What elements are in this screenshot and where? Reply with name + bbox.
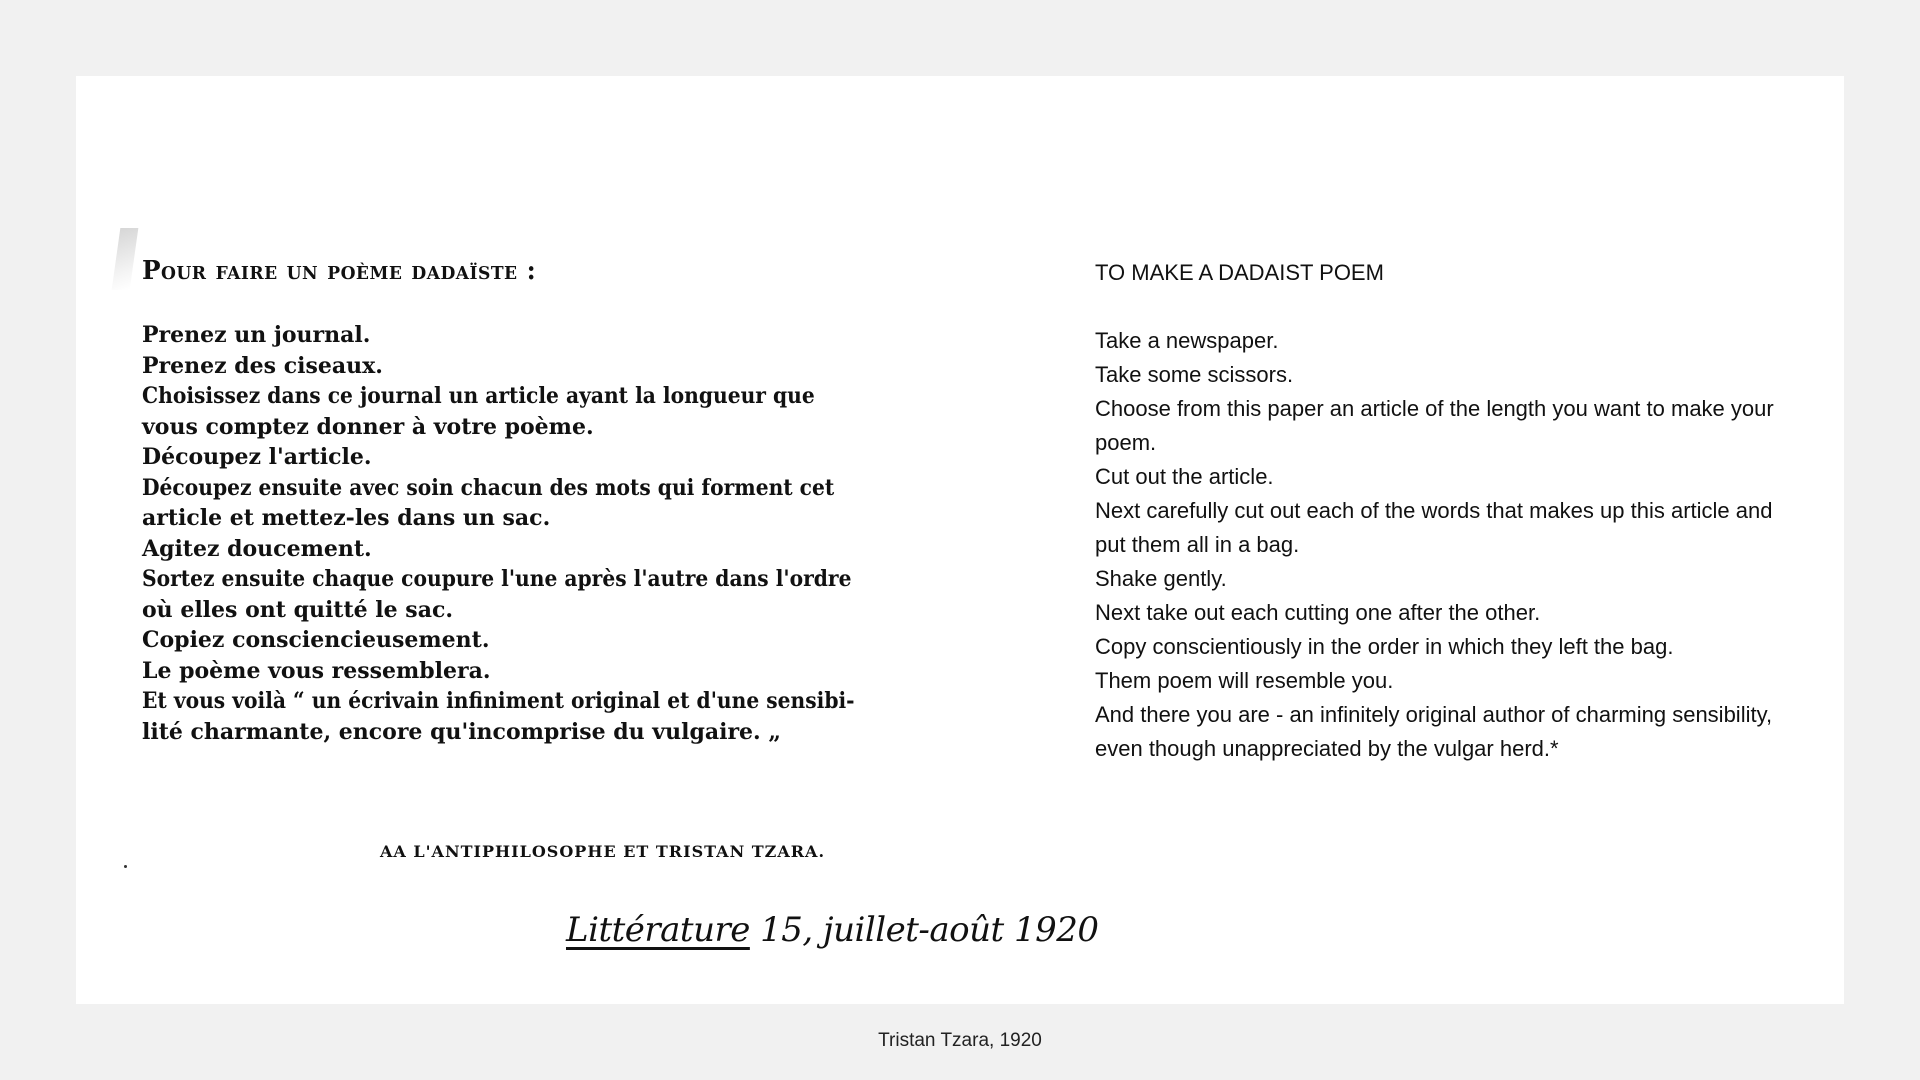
scan-edge-smudge	[112, 228, 139, 290]
scan-line: Découpez l'article.	[142, 444, 372, 470]
scan-line: Prenez un journal.	[142, 322, 371, 348]
translation-line: Next take out each cutting one after the other.	[1095, 600, 1541, 625]
scan-line: lité charmante, encore qu'incomprise du vulgaire. „	[142, 718, 781, 745]
scan-line: Choisissez dans ce journal un article ayant la longueur que	[142, 383, 815, 409]
scan-line: Sortez ensuite chaque coupure l'une après l'autre dans l'ordre	[142, 566, 852, 592]
translation-line: Next carefully cut out each of the words that makes up this article and put them all in a bag.	[1095, 498, 1773, 557]
scan-line: Découpez ensuite avec soin chacun des mots qui forment cet	[142, 474, 835, 501]
signature-publication: Littérature	[566, 910, 750, 950]
scan-line: Le poème vous ressemblera.	[142, 657, 491, 684]
translation-line: And there you are - an infinitely original author of charming sensibility, even though unappreciated by the vulgar herd.*	[1095, 702, 1773, 761]
translation-line: Them poem will resemble you.	[1095, 668, 1394, 693]
translation-line: Choose from this paper an article of the length you want to make your poem.	[1095, 396, 1774, 455]
image-caption: Tristan Tzara, 1920	[878, 1030, 1042, 1051]
translation-line: Take a newspaper.	[1095, 328, 1279, 353]
translation-line: Copy conscientiously in the order in which they left the bag.	[1095, 634, 1674, 659]
scan-line: article et mettez-les dans un sac.	[142, 505, 551, 531]
scan-speck	[124, 865, 127, 868]
scan-lines	[142, 320, 882, 747]
scan-title: Pour faire un poème dadaïste :	[142, 256, 537, 286]
translation-line: Take some scissors.	[1095, 362, 1294, 387]
translation-text	[1095, 256, 1795, 766]
scanned-poem-image	[116, 228, 1099, 968]
scan-line: Agitez doucement.	[142, 535, 372, 562]
translation-line: Cut out the article.	[1095, 464, 1274, 489]
signature-issue: 15, juillet-août 1920	[760, 910, 1099, 950]
scan-credit: AA L'ANTIPHILOSOPHE ET TRISTAN TZARA.	[380, 842, 826, 861]
scan-line: Prenez des ciseaux.	[142, 352, 383, 379]
slide-panel	[76, 76, 1844, 1004]
scan-line: Et vous voilà “ un écrivain infiniment original et d'une sensibi-	[142, 688, 855, 714]
scan-line: Copiez consciencieusement.	[142, 627, 490, 653]
scan-line: où elles ont quitté le sac.	[142, 596, 453, 623]
translation-line: Shake gently.	[1095, 566, 1227, 591]
translation-title: TO MAKE A DADAIST POEM	[1095, 260, 1384, 285]
handwritten-signature	[566, 910, 1099, 950]
scan-line: vous comptez donner à votre poème.	[142, 413, 594, 440]
translation-lines	[1095, 324, 1795, 766]
